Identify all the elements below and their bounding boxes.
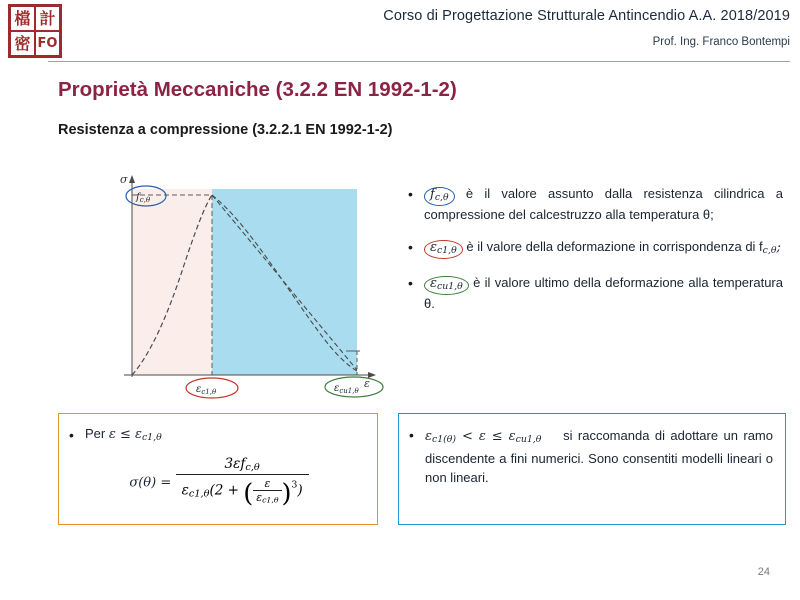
note-row: [399, 414, 785, 487]
logo-cell-2: 計: [35, 6, 60, 31]
list-item: [408, 185, 783, 224]
chart-svg: [110, 165, 395, 400]
y-axis-arrow: [129, 175, 135, 183]
definition-epsc1-theta: [424, 238, 783, 260]
symbol-fc-theta: $f_{c,\theta}$: [424, 187, 455, 206]
bullet-marker: •: [408, 238, 413, 255]
definition-fc-theta: [424, 185, 783, 224]
nested-fraction: $\frac{\varepsilon}{\varepsilon_{c1,\theta}}$: [253, 477, 281, 505]
note-text: si raccomanda di adottare un ramo discendente a fini numerici. Sono consentiti modelli lineari o non lineari.: [425, 428, 773, 486]
sigma-lhs: σ(θ) =: [129, 475, 172, 491]
formula-condition: [85, 426, 162, 444]
epscu1-theta-label: $\varepsilon_{cu1,\theta}$: [334, 383, 359, 395]
bullet-marker: •: [408, 274, 413, 291]
slide-header: [0, 0, 800, 62]
definition-epsc1-theta-text: è il valore della deformazione in corrispondenza di f: [466, 238, 763, 254]
y-axis-label: σ: [120, 173, 128, 186]
symbol-epscu1-theta: $\varepsilon_{cu1,\theta}$: [424, 276, 469, 295]
note-condition: $\varepsilon_{c1(\theta)} < \varepsilon \le \varepsilon_{cu1,\theta}$: [425, 429, 542, 446]
list-item: [408, 238, 783, 260]
sigma-formula: [59, 456, 379, 509]
fraction-denominator: $\varepsilon_{c1,\theta}(2$ + ( $\frac{\varepsilon}{\varepsilon_{c1,\theta}}$ )$^3$): [181, 477, 303, 509]
note-box-right: [398, 413, 786, 525]
x-axis-label: ε: [364, 377, 370, 390]
stress-strain-chart: [110, 165, 395, 400]
definitions-list: [408, 185, 783, 327]
bullet-marker: •: [409, 427, 414, 443]
definition-epsc1-theta-tail: $_{c,\theta}$;: [762, 239, 781, 256]
course-professor: Prof. Ing. Franco Bontempi: [652, 36, 790, 48]
epsc1-theta-label: $\varepsilon_{c1,\theta}$: [196, 384, 217, 396]
symbol-epsc1-theta: $\varepsilon_{c1,\theta}$: [424, 240, 463, 259]
bullet-marker: •: [69, 427, 74, 443]
region-ascending: [132, 189, 212, 375]
fc-theta-label: $f_{c,\theta}$: [136, 192, 151, 204]
condition-prefix: Per: [85, 426, 109, 441]
logo-cell-1: 檔: [10, 6, 35, 31]
header-divider: [48, 61, 790, 62]
formula-box-left: [58, 413, 378, 525]
bullet-marker: •: [408, 186, 413, 202]
logo-cell-4: FO: [35, 31, 60, 56]
page-number: 24: [757, 566, 770, 578]
course-title: Corso di Progettazione Strutturale Antincendio A.A. 2018/2019: [383, 8, 790, 24]
list-item: [408, 274, 783, 313]
logo-cell-3: 密: [10, 31, 35, 56]
condition-expression: $\varepsilon \le \varepsilon_{c1,\theta}$: [108, 427, 162, 444]
fraction-numerator: $3\varepsilon f_{c,\theta}$: [176, 456, 309, 475]
university-stamp-logo: [8, 4, 62, 58]
page-subtitle: Resistenza a compressione (3.2.2.1 EN 1992-1-2): [58, 122, 393, 138]
sigma-fraction: [176, 456, 309, 509]
definition-epscu1-theta: [424, 274, 783, 313]
formula-condition-row: [59, 414, 377, 444]
logo-grid: [10, 6, 60, 56]
note-text-wrap: [425, 426, 773, 487]
definition-epscu1-theta-text: è il valore ultimo della deformazione alla temperatura θ.: [424, 274, 783, 311]
definition-fc-theta-text: è il valore assunto dalla resistenza cilindrica a compressione del calcestruzzo alla temperatura θ;: [424, 186, 783, 222]
page-title: Proprietà Meccaniche (3.2.2 EN 1992-1-2): [58, 78, 457, 101]
